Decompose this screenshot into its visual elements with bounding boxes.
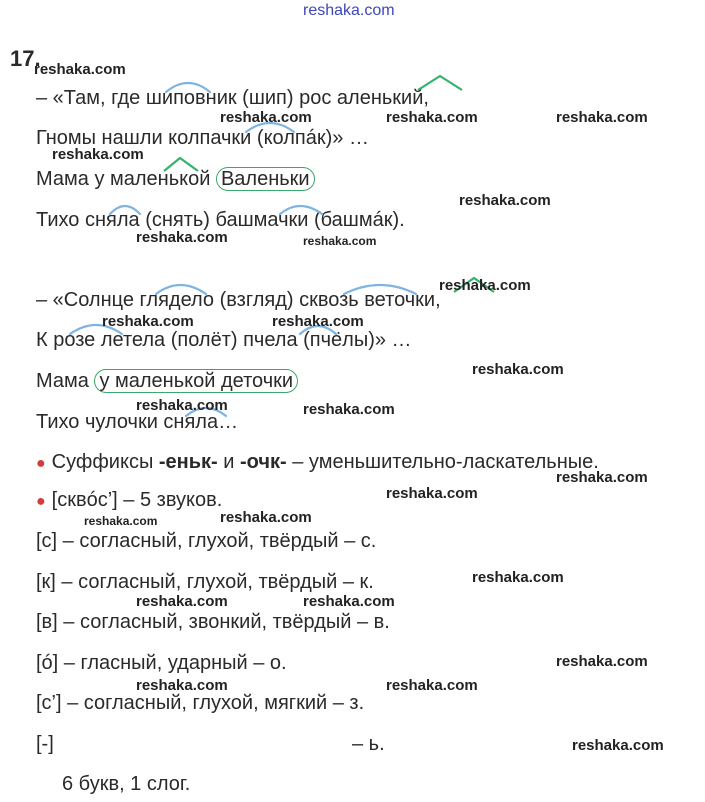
watermark: reshaka.com: [34, 61, 126, 78]
watermark: reshaka.com: [572, 737, 664, 754]
note-sounds: [36, 488, 222, 514]
exercise-number: 17.: [10, 46, 41, 71]
watermark: reshaka.com: [386, 109, 478, 126]
phonetic-line: [к] – согласный, глухой, твёрдый – к.: [36, 571, 374, 593]
poem2-line3-text: Мама: [36, 370, 95, 392]
site-header-link[interactable]: reshaka.com: [303, 2, 395, 19]
note-suffixes-mid: и: [217, 451, 241, 473]
watermark: reshaka.com: [439, 277, 531, 294]
watermark: reshaka.com: [136, 593, 228, 610]
poem2-line3: [36, 369, 298, 393]
phonetic-soft-sign-letter: – ь.: [352, 733, 385, 755]
poem1-line3: [36, 167, 315, 191]
watermark: reshaka.com: [472, 569, 564, 586]
watermark: reshaka.com: [52, 146, 144, 163]
poem1-line4: Тихо сняла (снять) башмачки (башмáк).: [36, 209, 405, 231]
watermark: reshaka.com: [472, 361, 564, 378]
poem2-line1: – «Солнце глядело (взгляд) сквозь веточки,: [36, 289, 441, 311]
bullet-icon: ●: [36, 493, 46, 510]
phonetic-line: [с] – согласный, глухой, твёрдый – с.: [36, 530, 377, 552]
watermark: reshaka.com: [556, 653, 648, 670]
watermark: reshaka.com: [303, 401, 395, 418]
note-suffixes-post: – уменьшительно-ласкательные.: [286, 451, 599, 473]
summary-line: 6 букв, 1 слог.: [62, 773, 191, 795]
phonetic-soft-sign: [-]: [36, 733, 54, 755]
watermark: reshaka.com: [303, 593, 395, 610]
highlighted-phrase: Валеньки: [216, 167, 315, 191]
poem2-line4: Тихо чулочки сняла…: [36, 411, 239, 433]
watermark: reshaka.com: [556, 109, 648, 126]
poem1-line3-text: Мама у маленькой: [36, 168, 216, 190]
watermark: reshaka.com: [459, 192, 551, 209]
poem1-line1: – «Там, где шиповник (шип) рос аленький,: [36, 87, 429, 109]
bullet-icon: ●: [36, 455, 46, 472]
note-suffixes-pre: Суффиксы: [51, 451, 159, 473]
suffix-enk: -еньк-: [158, 451, 218, 473]
watermark: reshaka.com: [220, 109, 312, 126]
watermark: reshaka.com: [102, 313, 194, 330]
poem1-line2: Гномы нашли колпачки (колпáк)» …: [36, 127, 369, 149]
watermark: reshaka.com: [272, 313, 364, 330]
phonetic-line: [ó] – гласный, ударный – о.: [36, 652, 287, 674]
watermark: reshaka.com: [220, 509, 312, 526]
phonetic-line: [в] – согласный, звонкий, твёрдый – в.: [36, 611, 390, 633]
watermark: reshaka.com: [136, 677, 228, 694]
watermark: reshaka.com: [136, 397, 228, 414]
watermark: reshaka.com: [556, 469, 648, 486]
poem2-line2: К розе летела (полёт) пчела (пчёлы)» …: [36, 329, 412, 351]
watermark: reshaka.com: [303, 234, 377, 248]
suffix-ochk: -очк-: [240, 451, 287, 473]
watermark: reshaka.com: [386, 677, 478, 694]
note-suffixes: [36, 450, 599, 476]
highlighted-phrase: у маленькой деточки: [94, 369, 298, 393]
watermark: reshaka.com: [136, 229, 228, 246]
watermark: reshaka.com: [84, 514, 158, 528]
phonetic-line: [с’] – согласный, глухой, мягкий – з.: [36, 692, 365, 714]
watermark: reshaka.com: [386, 485, 478, 502]
note-sounds-text: [сквóс’] – 5 звуков.: [51, 489, 223, 511]
